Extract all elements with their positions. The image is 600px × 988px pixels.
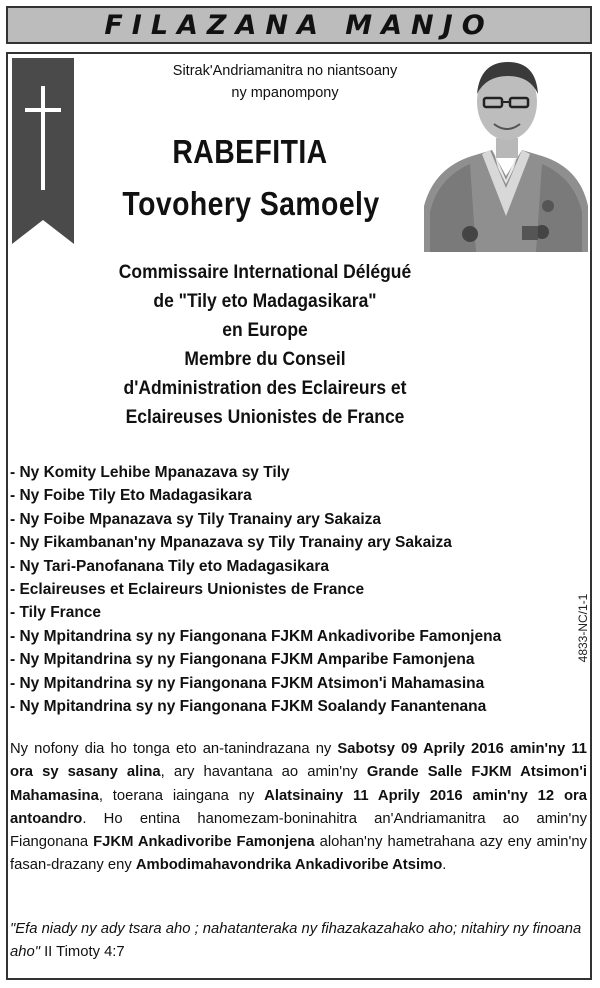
list-item: - Tily France xyxy=(10,604,102,622)
organizations-list xyxy=(10,461,550,718)
announcement-text: , ary havantana ao amin'ny xyxy=(160,764,367,781)
list-item: - Ny Mpitandrina sy ny Fiangonana FJKM Soalandy Fanantenana xyxy=(10,698,487,716)
church-name: FJKM Ankadivoribe Famonjena xyxy=(93,834,315,851)
reference-code xyxy=(576,578,590,678)
announcement-text: Ny nofony dia ho tonga eto an-tanindrazana ny xyxy=(10,741,338,757)
deceased-given-name: Tovohery Samoely xyxy=(122,185,380,222)
title-line: Eclaireuses Unionistes de France xyxy=(125,407,405,428)
list-item: - Ny Fikambanan'ny Mpanazava sy Tily Tranainy ary Sakaiza xyxy=(10,534,452,552)
motto-line-1: Sitrak'Andriamanitra no niantsoany xyxy=(172,63,398,79)
departure-date: Alatsinainy 11 Aprily 2016 amin'ny 12 ora antoandro xyxy=(10,787,588,827)
title-line: de "Tily eto Madagasikara" xyxy=(153,291,377,312)
verse-reference: II Timoty 4:7 xyxy=(39,944,125,960)
motto xyxy=(160,60,410,104)
deceased-surname: RABEFITIA xyxy=(172,133,328,170)
title-line: en Europe xyxy=(222,320,308,341)
portrait-photo xyxy=(424,56,588,252)
bible-verse xyxy=(10,918,587,964)
venue: Grande Salle FJKM Atsimon'i Mahamasina xyxy=(10,764,587,804)
announcement-text: . xyxy=(442,857,447,874)
list-item: - Eclaireuses et Eclaireurs Unionistes de France xyxy=(10,581,365,599)
title-line: Membre du Conseil xyxy=(184,349,346,370)
motto-line-2: ny mpanompony xyxy=(231,85,339,101)
announcement-text: . Ho entina hanomezam-boninahitra an'Andriamanitra ao amin'ny Fiangonana xyxy=(10,810,587,851)
list-item: - Ny Mpitandrina sy ny Fiangonana FJKM Ankadivoribe Famonjena xyxy=(10,627,502,645)
list-item: - Ny Mpitandrina sy ny Fiangonana FJKM Atsimon'i Mahamasina xyxy=(10,674,485,692)
burial-place: Ambodimahavondrika Ankadivoribe Atsimo xyxy=(135,857,443,874)
title-line: Commissaire International Délégué xyxy=(118,262,412,283)
list-item: - Ny Tari-Panofanana Tily eto Madagasikara xyxy=(10,557,329,575)
announcement-paragraph xyxy=(10,738,587,878)
list-item: - Ny Foibe Tily Eto Madagasikara xyxy=(10,487,252,505)
titles-block xyxy=(49,258,481,432)
list-item: - Ny Mpitandrina sy ny Fiangonana FJKM Amparibe Famonjena xyxy=(10,651,475,669)
announcement-text: alohan'ny hametrahana azy eny amin'ny fasan-drazany eny xyxy=(10,834,587,874)
arrival-date: Sabotsy 09 Aprily 2016 amin'ny 11 ora sy sasany alina xyxy=(10,741,587,781)
title-line: d'Administration des Eclaireurs et xyxy=(123,378,407,399)
announcement-text: , toerana iaingana ny xyxy=(98,787,265,804)
reference-code-text: 4833-NC/1-1 xyxy=(576,593,590,663)
list-item: - Ny Komity Lehibe Mpanazava sy Tily xyxy=(10,464,290,481)
list-item: - Ny Foibe Mpanazava sy Tily Tranainy ary Sakaiza xyxy=(10,510,382,528)
verse-quote: "Efa niady ny ady tsara aho ; nahatanteraka ny fihazakazahako aho; nitahiry ny finoana aho" xyxy=(10,921,582,960)
mourning-ribbon-icon xyxy=(12,58,74,244)
notice-header: FILAZANA MANJO xyxy=(6,6,592,44)
